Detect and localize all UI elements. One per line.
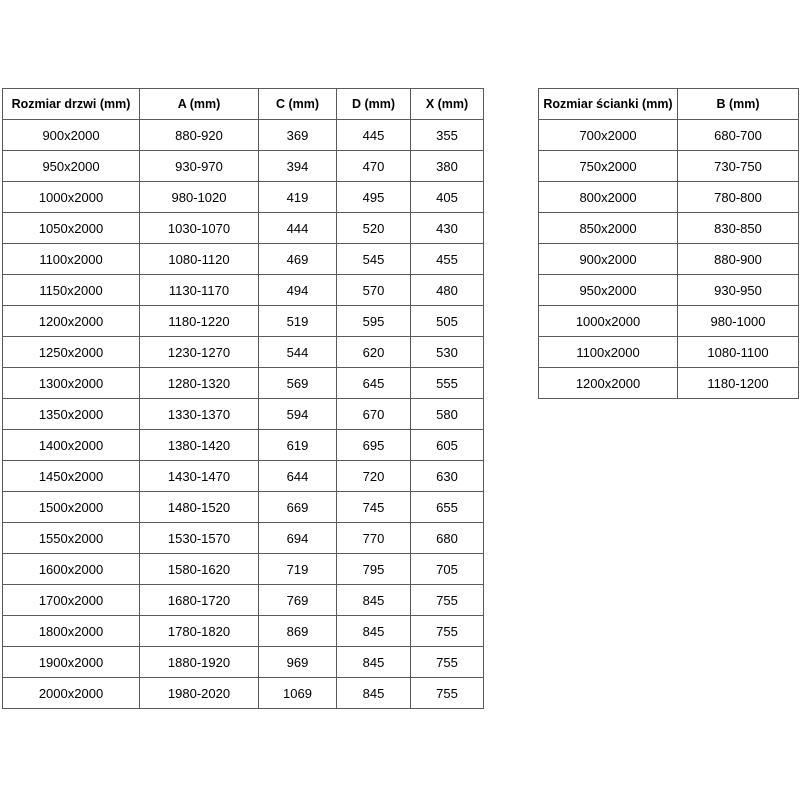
table-cell: 1900x2000 bbox=[3, 647, 140, 678]
table-cell: 520 bbox=[337, 213, 411, 244]
table-cell: 619 bbox=[259, 430, 337, 461]
table-cell: 900x2000 bbox=[539, 244, 678, 275]
table-row bbox=[539, 151, 799, 182]
column-header: A (mm) bbox=[140, 89, 259, 120]
table-row bbox=[3, 120, 484, 151]
table-cell: 1230-1270 bbox=[140, 337, 259, 368]
column-header: B (mm) bbox=[678, 89, 799, 120]
table-cell: 469 bbox=[259, 244, 337, 275]
table-cell: 455 bbox=[411, 244, 484, 275]
table-row bbox=[3, 523, 484, 554]
table-cell: 405 bbox=[411, 182, 484, 213]
table-row bbox=[3, 647, 484, 678]
table-cell: 930-950 bbox=[678, 275, 799, 306]
table-cell: 555 bbox=[411, 368, 484, 399]
table-cell: 505 bbox=[411, 306, 484, 337]
table-cell: 655 bbox=[411, 492, 484, 523]
table-cell: 769 bbox=[259, 585, 337, 616]
table-row bbox=[3, 678, 484, 709]
table-cell: 770 bbox=[337, 523, 411, 554]
table-row bbox=[3, 461, 484, 492]
table-cell: 1600x2000 bbox=[3, 554, 140, 585]
table-row bbox=[3, 337, 484, 368]
table-cell: 445 bbox=[337, 120, 411, 151]
table-cell: 845 bbox=[337, 647, 411, 678]
table-cell: 900x2000 bbox=[3, 120, 140, 151]
column-header: C (mm) bbox=[259, 89, 337, 120]
table-row bbox=[539, 368, 799, 399]
table-cell: 830-850 bbox=[678, 213, 799, 244]
table-row bbox=[539, 306, 799, 337]
table-cell: 1200x2000 bbox=[3, 306, 140, 337]
table-cell: 950x2000 bbox=[539, 275, 678, 306]
table-cell: 544 bbox=[259, 337, 337, 368]
table-cell: 1350x2000 bbox=[3, 399, 140, 430]
table-cell: 1080-1120 bbox=[140, 244, 259, 275]
table-cell: 720 bbox=[337, 461, 411, 492]
table-cell: 700x2000 bbox=[539, 120, 678, 151]
column-header: D (mm) bbox=[337, 89, 411, 120]
table-cell: 369 bbox=[259, 120, 337, 151]
table-cell: 419 bbox=[259, 182, 337, 213]
table-cell: 1130-1170 bbox=[140, 275, 259, 306]
table-cell: 755 bbox=[411, 678, 484, 709]
table-cell: 850x2000 bbox=[539, 213, 678, 244]
table-cell: 845 bbox=[337, 678, 411, 709]
table-cell: 580 bbox=[411, 399, 484, 430]
table-cell: 1800x2000 bbox=[3, 616, 140, 647]
table-cell: 570 bbox=[337, 275, 411, 306]
table-cell: 430 bbox=[411, 213, 484, 244]
table-cell: 1150x2000 bbox=[3, 275, 140, 306]
table-cell: 1000x2000 bbox=[539, 306, 678, 337]
table-cell: 605 bbox=[411, 430, 484, 461]
header-row bbox=[3, 89, 484, 120]
table-cell: 845 bbox=[337, 585, 411, 616]
table-cell: 755 bbox=[411, 585, 484, 616]
table-row bbox=[3, 151, 484, 182]
column-header: Rozmiar drzwi (mm) bbox=[3, 89, 140, 120]
table-cell: 1200x2000 bbox=[539, 368, 678, 399]
wall-size-table bbox=[538, 88, 799, 399]
table-row bbox=[3, 244, 484, 275]
table-cell: 980-1000 bbox=[678, 306, 799, 337]
table-cell: 719 bbox=[259, 554, 337, 585]
table-row bbox=[539, 275, 799, 306]
table-cell: 644 bbox=[259, 461, 337, 492]
table-cell: 694 bbox=[259, 523, 337, 554]
table-cell: 980-1020 bbox=[140, 182, 259, 213]
column-header: Rozmiar ścianki (mm) bbox=[539, 89, 678, 120]
table-row bbox=[539, 182, 799, 213]
table-cell: 869 bbox=[259, 616, 337, 647]
table-row bbox=[539, 120, 799, 151]
table-cell: 470 bbox=[337, 151, 411, 182]
table-cell: 1550x2000 bbox=[3, 523, 140, 554]
table-cell: 495 bbox=[337, 182, 411, 213]
table-cell: 355 bbox=[411, 120, 484, 151]
wall-size-table-header bbox=[539, 89, 799, 120]
table-cell: 755 bbox=[411, 616, 484, 647]
table-cell: 1530-1570 bbox=[140, 523, 259, 554]
table-cell: 595 bbox=[337, 306, 411, 337]
table-row bbox=[3, 585, 484, 616]
table-cell: 1330-1370 bbox=[140, 399, 259, 430]
table-cell: 1480-1520 bbox=[140, 492, 259, 523]
table-row bbox=[3, 554, 484, 585]
table-cell: 969 bbox=[259, 647, 337, 678]
table-cell: 1580-1620 bbox=[140, 554, 259, 585]
table-cell: 755 bbox=[411, 647, 484, 678]
table-cell: 670 bbox=[337, 399, 411, 430]
column-header: X (mm) bbox=[411, 89, 484, 120]
table-row bbox=[3, 399, 484, 430]
table-row bbox=[3, 368, 484, 399]
table-row bbox=[3, 275, 484, 306]
table-cell: 669 bbox=[259, 492, 337, 523]
wall-size-table-body bbox=[539, 120, 799, 399]
table-cell: 930-970 bbox=[140, 151, 259, 182]
table-cell: 530 bbox=[411, 337, 484, 368]
table-cell: 1069 bbox=[259, 678, 337, 709]
table-cell: 545 bbox=[337, 244, 411, 275]
table-cell: 800x2000 bbox=[539, 182, 678, 213]
table-cell: 620 bbox=[337, 337, 411, 368]
table-cell: 705 bbox=[411, 554, 484, 585]
door-size-table-header bbox=[3, 89, 484, 120]
table-cell: 645 bbox=[337, 368, 411, 399]
table-cell: 1430-1470 bbox=[140, 461, 259, 492]
table-cell: 444 bbox=[259, 213, 337, 244]
table-cell: 780-800 bbox=[678, 182, 799, 213]
table-cell: 2000x2000 bbox=[3, 678, 140, 709]
table-row bbox=[3, 306, 484, 337]
table-cell: 1300x2000 bbox=[3, 368, 140, 399]
table-cell: 1980-2020 bbox=[140, 678, 259, 709]
table-cell: 1500x2000 bbox=[3, 492, 140, 523]
table-row bbox=[3, 616, 484, 647]
table-cell: 880-920 bbox=[140, 120, 259, 151]
table-cell: 680 bbox=[411, 523, 484, 554]
table-cell: 1880-1920 bbox=[140, 647, 259, 678]
table-cell: 1030-1070 bbox=[140, 213, 259, 244]
table-cell: 1050x2000 bbox=[3, 213, 140, 244]
table-cell: 1250x2000 bbox=[3, 337, 140, 368]
table-cell: 1280-1320 bbox=[140, 368, 259, 399]
table-cell: 1180-1220 bbox=[140, 306, 259, 337]
table-row bbox=[3, 182, 484, 213]
header-row bbox=[539, 89, 799, 120]
table-cell: 680-700 bbox=[678, 120, 799, 151]
table-cell: 745 bbox=[337, 492, 411, 523]
table-row bbox=[539, 337, 799, 368]
table-cell: 569 bbox=[259, 368, 337, 399]
table-cell: 1780-1820 bbox=[140, 616, 259, 647]
table-cell: 1450x2000 bbox=[3, 461, 140, 492]
table-cell: 380 bbox=[411, 151, 484, 182]
table-cell: 1180-1200 bbox=[678, 368, 799, 399]
table-cell: 1700x2000 bbox=[3, 585, 140, 616]
table-cell: 845 bbox=[337, 616, 411, 647]
table-row bbox=[3, 430, 484, 461]
table-cell: 394 bbox=[259, 151, 337, 182]
table-cell: 795 bbox=[337, 554, 411, 585]
table-cell: 1400x2000 bbox=[3, 430, 140, 461]
table-row bbox=[3, 492, 484, 523]
table-row bbox=[539, 213, 799, 244]
table-cell: 480 bbox=[411, 275, 484, 306]
table-cell: 880-900 bbox=[678, 244, 799, 275]
table-cell: 730-750 bbox=[678, 151, 799, 182]
table-cell: 1100x2000 bbox=[3, 244, 140, 275]
table-cell: 1380-1420 bbox=[140, 430, 259, 461]
table-cell: 1080-1100 bbox=[678, 337, 799, 368]
table-cell: 1100x2000 bbox=[539, 337, 678, 368]
table-cell: 1000x2000 bbox=[3, 182, 140, 213]
table-row bbox=[539, 244, 799, 275]
table-cell: 1680-1720 bbox=[140, 585, 259, 616]
table-cell: 594 bbox=[259, 399, 337, 430]
table-cell: 519 bbox=[259, 306, 337, 337]
table-cell: 630 bbox=[411, 461, 484, 492]
door-size-table-body bbox=[3, 120, 484, 709]
table-row bbox=[3, 213, 484, 244]
table-cell: 494 bbox=[259, 275, 337, 306]
table-cell: 950x2000 bbox=[3, 151, 140, 182]
table-cell: 695 bbox=[337, 430, 411, 461]
door-size-table bbox=[2, 88, 484, 709]
table-cell: 750x2000 bbox=[539, 151, 678, 182]
